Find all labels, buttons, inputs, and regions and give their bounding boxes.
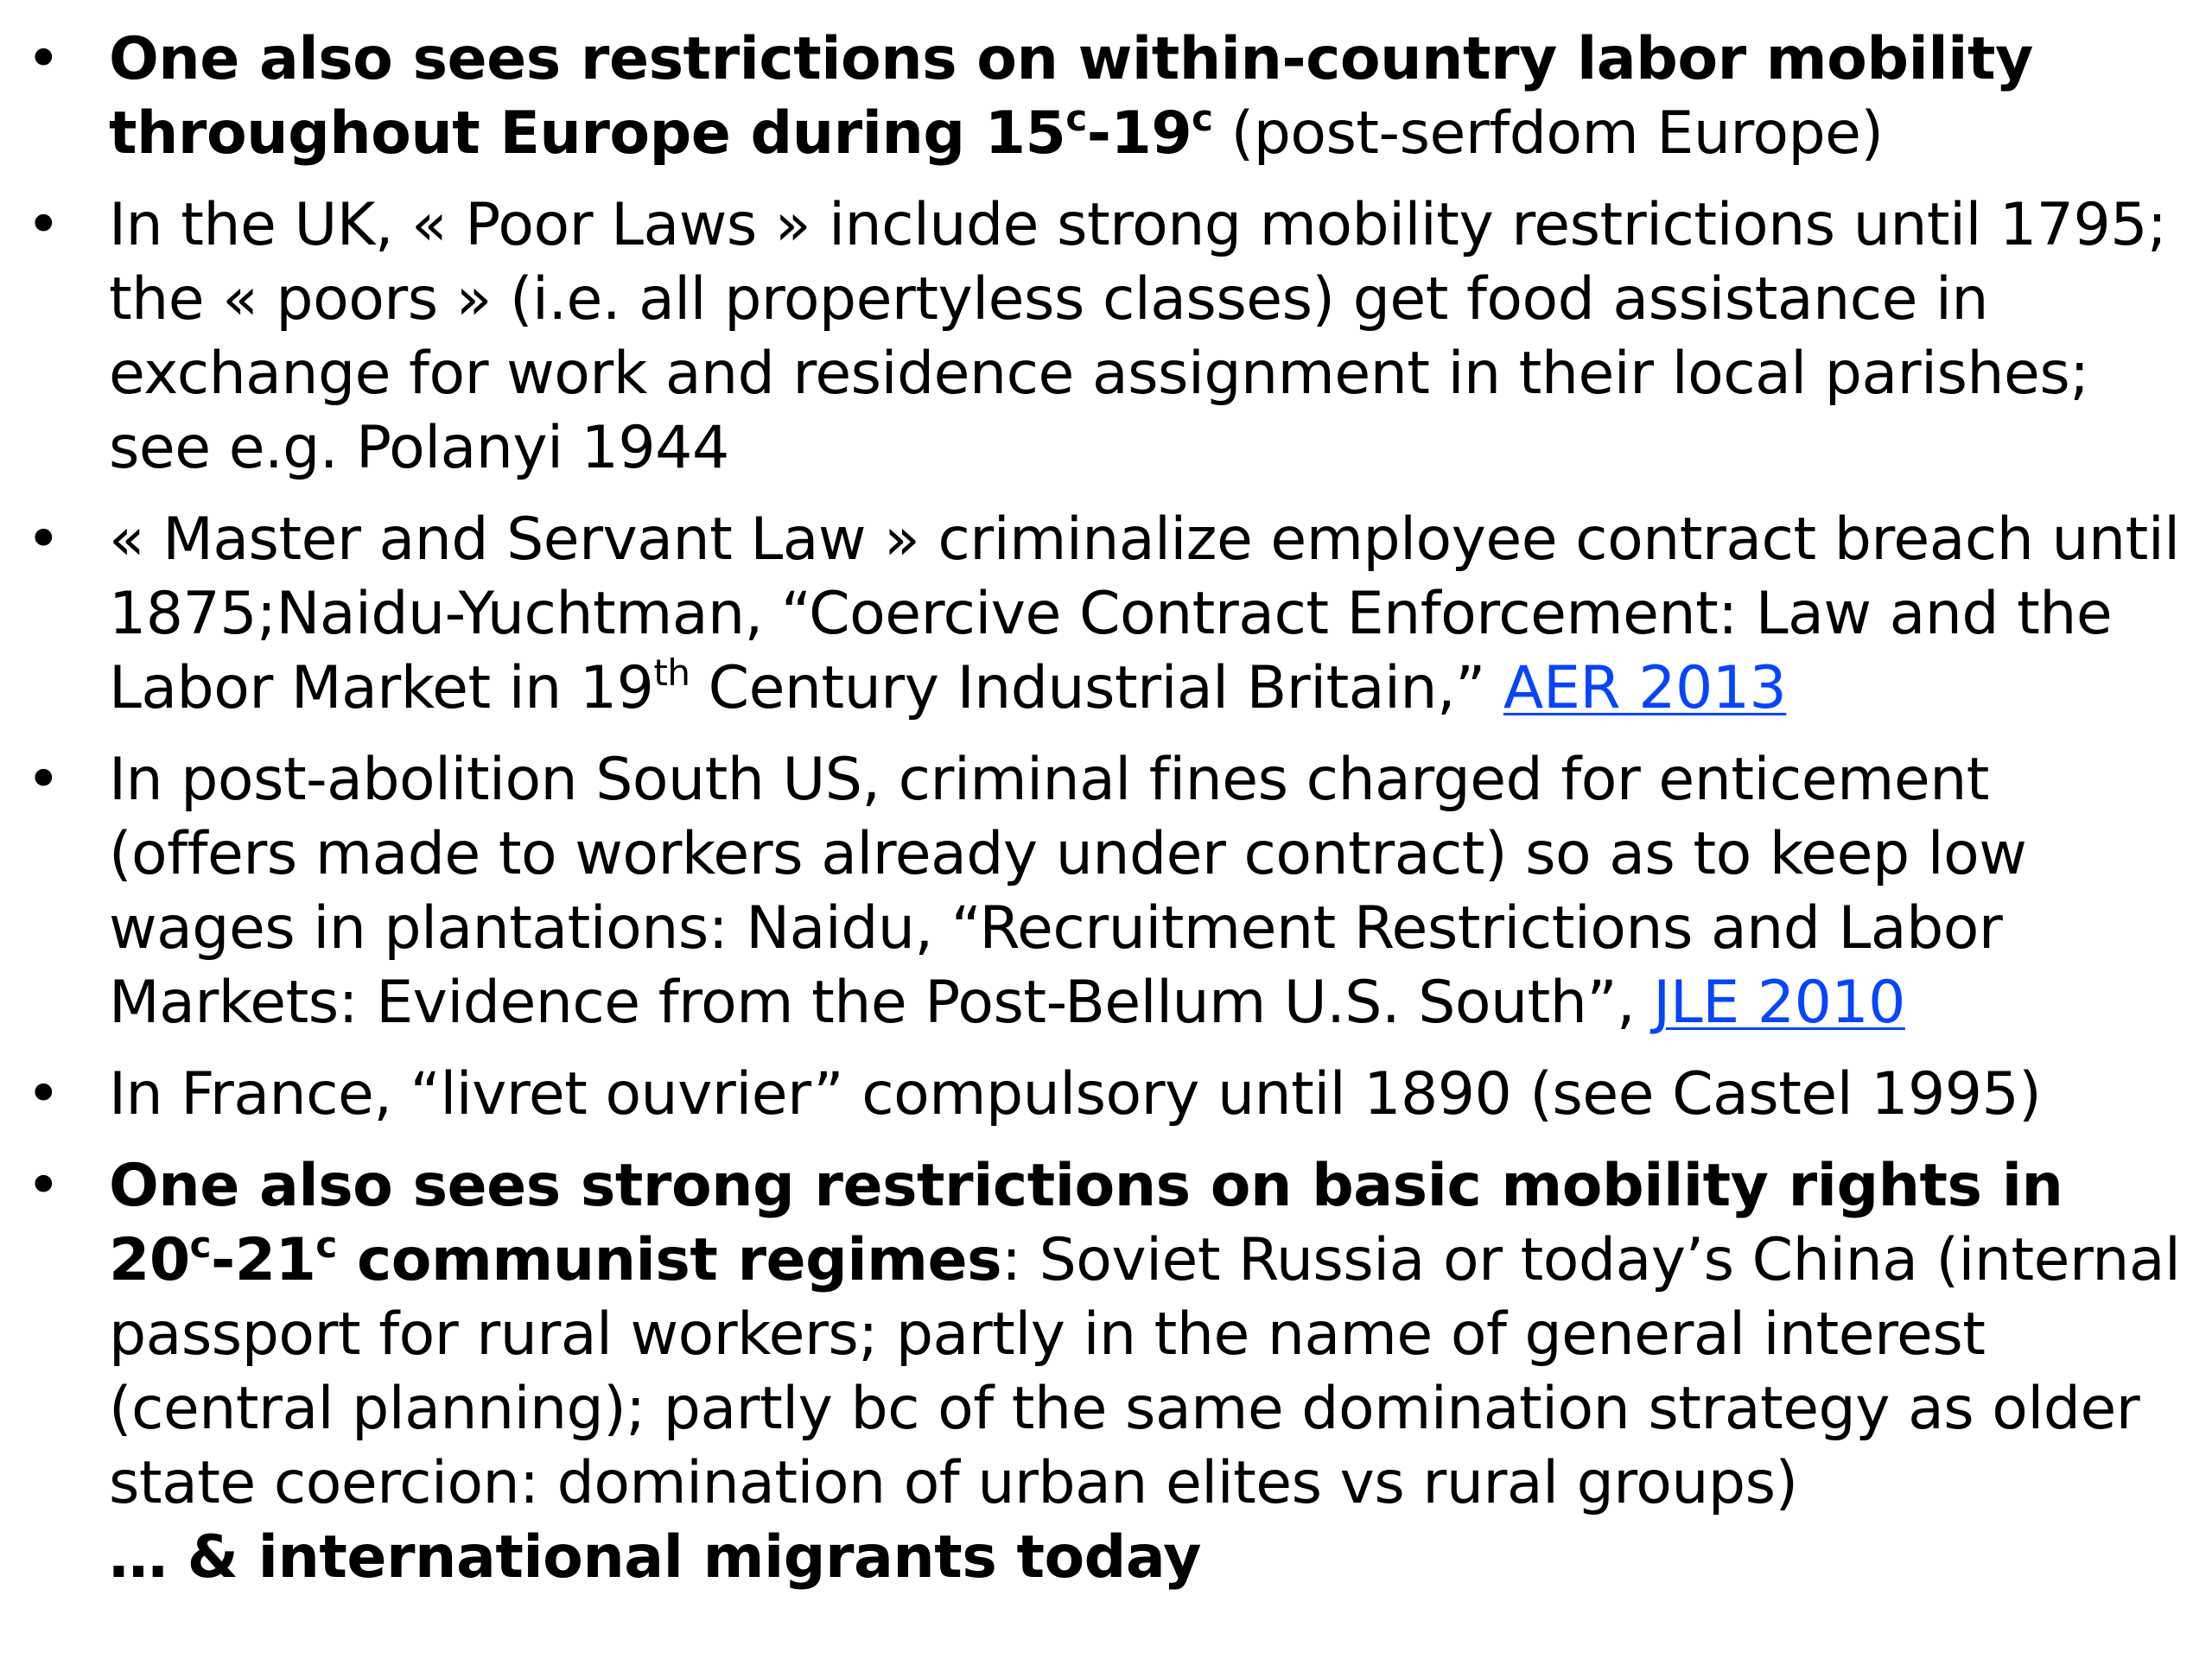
bullet-text: In the UK, « Poor Laws » include strong mobility restrictions until 1795; the « poors » (i.e. all propertyless classes) get food assistance in exchange for work and residence assignment in their local parishes; see e.g. Polanyi 1944: [109, 191, 2167, 482]
bullet-item-france-livret: [26, 1058, 2195, 1132]
bullet-text: « Master and Servant Law » criminalize employee contract breach until 1875;Naidu-Yuchtman, “Coercive Contract Enforcement: Law and the Labor Market in 19: [109, 505, 2180, 722]
bullet-dot-icon: •: [26, 191, 60, 259]
bullet-dot-icon: •: [26, 1060, 60, 1128]
bullet-item-south-us: [26, 743, 2195, 1040]
bullet-dot-icon: •: [26, 25, 60, 93]
bullet-dot-icon: •: [26, 505, 60, 574]
bullet-item-europe-mobility: [26, 22, 2195, 171]
bullet-bold-text: communist regimes: [336, 1226, 1002, 1294]
bullet-dot-icon: •: [26, 746, 60, 814]
bullet-bold-text: -19: [1086, 99, 1192, 168]
bullet-item-uk-poor-laws: [26, 188, 2195, 486]
bullet-bold-text: -21: [211, 1226, 316, 1294]
bullet-item-communist-regimes: [26, 1149, 2195, 1595]
bullet-text: : Soviet Russia or today’s China (internal passport for rural workers; partly in the name of general interest (central planning); partly bc of the same domination strategy as older state coercion: domination of urban elites vs rural groups): [109, 1226, 2181, 1517]
superscript: c: [1192, 97, 1213, 139]
bullet-text: (post-serfdom Europe): [1212, 99, 1884, 168]
superscript: th: [653, 652, 690, 694]
bullet-item-master-servant-law: [26, 503, 2195, 726]
aer-2013-link[interactable]: AER 2013: [1503, 654, 1787, 722]
superscript: c: [315, 1224, 337, 1266]
bullet-bold-text: One also sees restrictions on within-country labor mobility throughout Europe during 15: [109, 25, 2033, 168]
bullet-bold-text: One also sees strong restrictions on basic mobility rights in 20: [109, 1152, 2063, 1294]
superscript: c: [189, 1224, 212, 1266]
jle-2010-link[interactable]: JLE 2010: [1653, 969, 1905, 1037]
bullet-text: In France, “livret ouvrier” compulsory until 1890 (see Castel 1995): [109, 1060, 2042, 1128]
bullet-list: [26, 22, 2195, 1612]
bullet-text: Century Industrial Britain,”: [690, 654, 1503, 722]
superscript: c: [1065, 97, 1087, 139]
bullet-dot-icon: •: [26, 1152, 60, 1220]
bullet-bold-text: … & international migrants today: [109, 1523, 1201, 1592]
bullet-text: In post-abolition South US, criminal fines charged for enticement (offers made to workers already under contract) so as to keep low wages in plantations: Naidu, “Recruitment Restrictions and Labor Markets: Evidence from the Post-Bellum U.S. South”,: [109, 746, 2027, 1037]
